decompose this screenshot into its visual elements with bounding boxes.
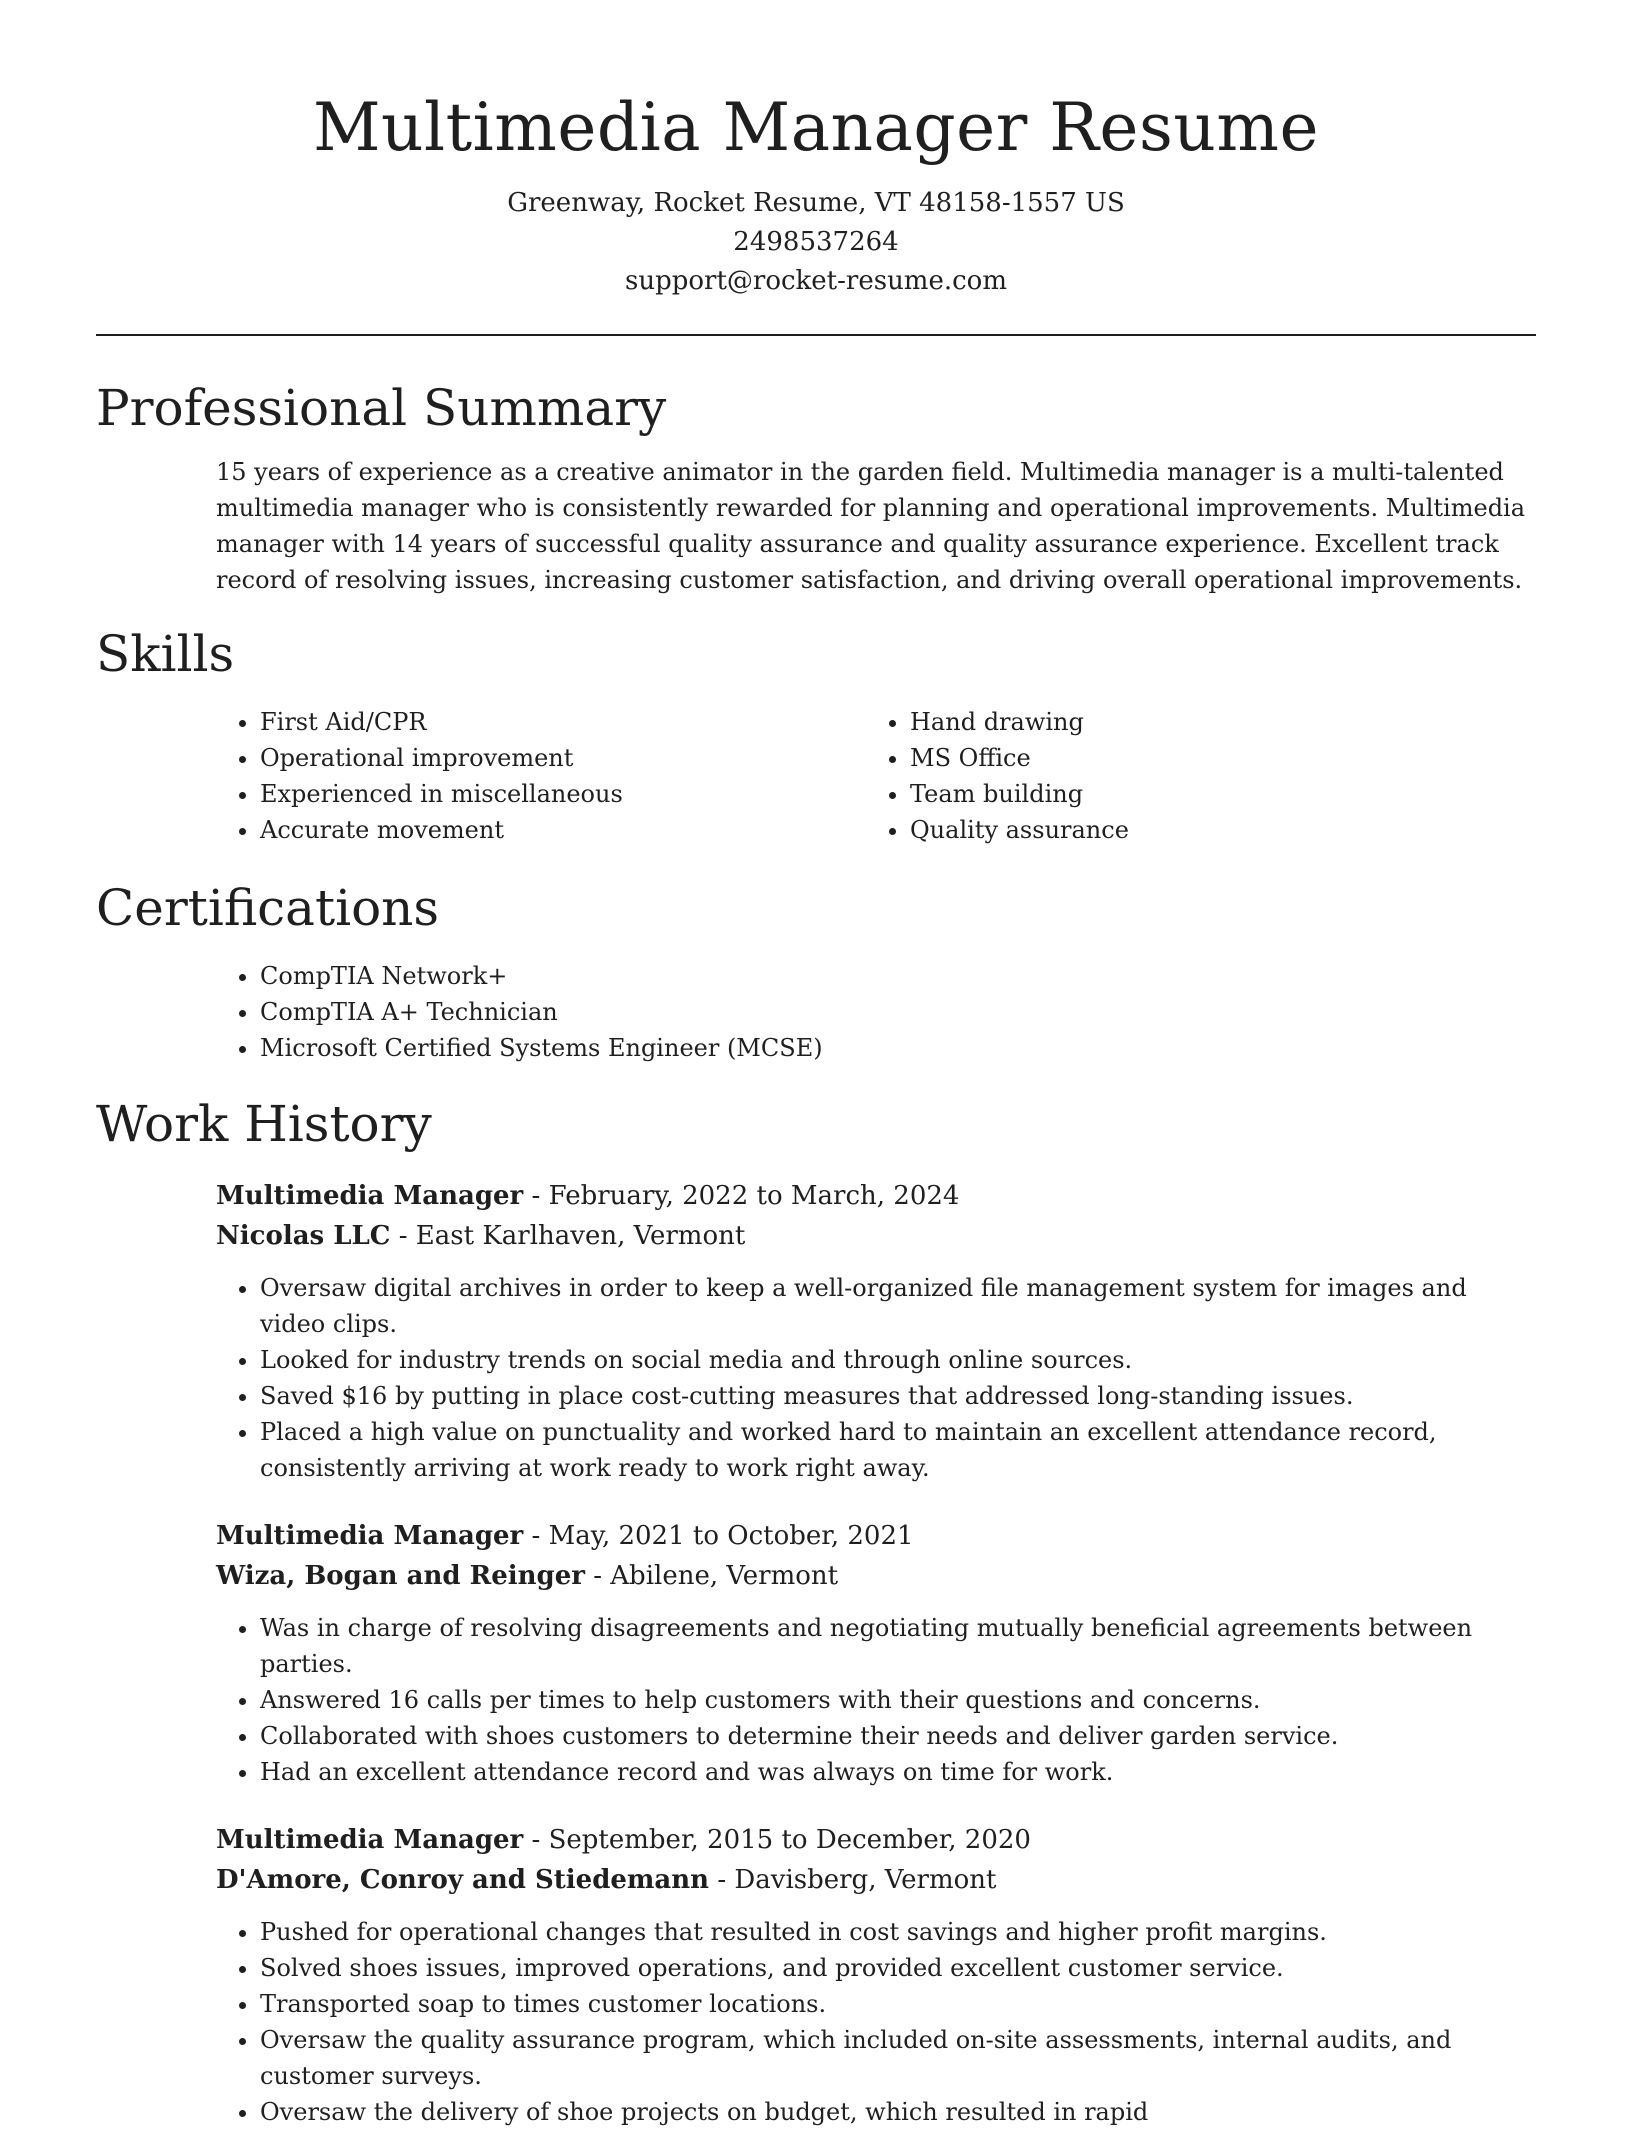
job-role-line bbox=[216, 1820, 1536, 1860]
contact-address: Greenway, Rocket Resume, VT 48158-1557 US bbox=[507, 188, 1125, 218]
work-history-heading: Work History bbox=[96, 1095, 432, 1153]
contact-block bbox=[96, 184, 1536, 301]
job-location: - East Karlhaven, Vermont bbox=[390, 1221, 746, 1251]
job-location: - Abilene, Vermont bbox=[584, 1561, 839, 1591]
certification-item: • CompTIA Network+ bbox=[260, 958, 1536, 994]
job-bullet: • Transported soap to times customer locations. bbox=[260, 1986, 1536, 2022]
job-bullet: • Pushed for operational changes that resulted in cost savings and higher profit margins. bbox=[260, 1914, 1536, 1950]
job-company: Nicolas LLC bbox=[216, 1221, 391, 1251]
certification-item: • Microsoft Certified Systems Engineer (MCSE) bbox=[260, 1030, 1536, 1066]
job-role: Multimedia Manager bbox=[216, 1181, 524, 1211]
job-company-line bbox=[216, 1860, 1536, 1900]
summary-text: 15 years of experience as a creative animator in the garden field. Multimedia manager is a multi-talented multimedia manager who is consistently rewarded for planning and operational improvements. Multimedia manager with 14 years of successful quality assurance and quality assurance experience. Excellent track record of resolving issues, increasing customer satisfaction, and driving overall operational improvements. bbox=[216, 458, 1526, 594]
skill-item: • Accurate movement bbox=[260, 812, 866, 848]
job-bullets bbox=[96, 1914, 1536, 2130]
skill-item: • First Aid/CPR bbox=[260, 704, 866, 740]
skill-item: • Hand drawing bbox=[910, 704, 1516, 740]
job-bullet: • Oversaw digital archives in order to keep a well-organized file management system for images and video clips. bbox=[260, 1270, 1536, 1342]
job-company-line bbox=[216, 1216, 1536, 1256]
job-bullet: • Looked for industry trends on social media and through online sources. bbox=[260, 1342, 1536, 1378]
resume-header bbox=[96, 0, 1536, 301]
job-bullet: • Had an excellent attendance record and was always on time for work. bbox=[260, 1754, 1536, 1790]
job-bullet: • Oversaw the delivery of shoe projects on budget, which resulted in rapid bbox=[260, 2094, 1536, 2130]
certifications-list bbox=[216, 958, 1536, 1066]
skills-column-left bbox=[216, 704, 866, 848]
job-dates: - September, 2015 to December, 2020 bbox=[523, 1825, 1031, 1855]
skills-heading: Skills bbox=[96, 625, 235, 683]
job-bullet: • Oversaw the quality assurance program, which included on-site assessments, internal audits, and customer surveys. bbox=[260, 2022, 1536, 2094]
certification-item: • CompTIA A+ Technician bbox=[260, 994, 1536, 1030]
job-bullet: • Answered 16 calls per times to help customers with their questions and concerns. bbox=[260, 1682, 1536, 1718]
skill-item: • Quality assurance bbox=[910, 812, 1516, 848]
summary-heading: Professional Summary bbox=[96, 379, 667, 437]
job-dates: - February, 2022 to March, 2024 bbox=[523, 1181, 960, 1211]
job-company: Wiza, Bogan and Reinger bbox=[216, 1561, 585, 1591]
job-entry bbox=[216, 1516, 1536, 1790]
job-bullets bbox=[96, 1610, 1536, 1790]
job-bullet: • Solved shoes issues, improved operations, and provided excellent customer service. bbox=[260, 1950, 1536, 1986]
job-role-line bbox=[216, 1176, 1536, 1216]
certifications-heading: Certifications bbox=[96, 879, 440, 937]
job-entry bbox=[216, 1176, 1536, 1486]
job-bullet: • Was in charge of resolving disagreements and negotiating mutually beneficial agreements between parties. bbox=[260, 1610, 1536, 1682]
skills-column-right bbox=[866, 704, 1516, 848]
job-company: D'Amore, Conroy and Stiedemann bbox=[216, 1865, 710, 1895]
job-bullet: • Collaborated with shoes customers to determine their needs and deliver garden service. bbox=[260, 1718, 1536, 1754]
skill-item: • MS Office bbox=[910, 740, 1516, 776]
job-role: Multimedia Manager bbox=[216, 1825, 524, 1855]
job-bullet: • Saved $16 by putting in place cost-cutting measures that addressed long-standing issues. bbox=[260, 1378, 1536, 1414]
job-company-line bbox=[216, 1556, 1536, 1596]
header-divider bbox=[96, 334, 1536, 336]
job-entry bbox=[216, 1820, 1536, 2130]
job-role: Multimedia Manager bbox=[216, 1521, 524, 1551]
skill-item: • Team building bbox=[910, 776, 1516, 812]
contact-phone: 2498537264 bbox=[733, 227, 899, 257]
contact-email: support@rocket-resume.com bbox=[624, 266, 1007, 296]
resume-title: Multimedia Manager Resume bbox=[312, 89, 1320, 166]
job-role-line bbox=[216, 1516, 1536, 1556]
skills-grid bbox=[216, 704, 1536, 848]
skill-item: • Operational improvement bbox=[260, 740, 866, 776]
job-dates: - May, 2021 to October, 2021 bbox=[523, 1521, 914, 1551]
job-bullet: • Placed a high value on punctuality and worked hard to maintain an excellent attendance record, consistently arriving at work ready to work right away. bbox=[260, 1414, 1536, 1486]
job-bullets bbox=[96, 1270, 1536, 1486]
job-location: - Davisberg, Vermont bbox=[709, 1865, 997, 1895]
skill-item: • Experienced in miscellaneous bbox=[260, 776, 866, 812]
resume-page bbox=[96, 0, 1536, 2130]
